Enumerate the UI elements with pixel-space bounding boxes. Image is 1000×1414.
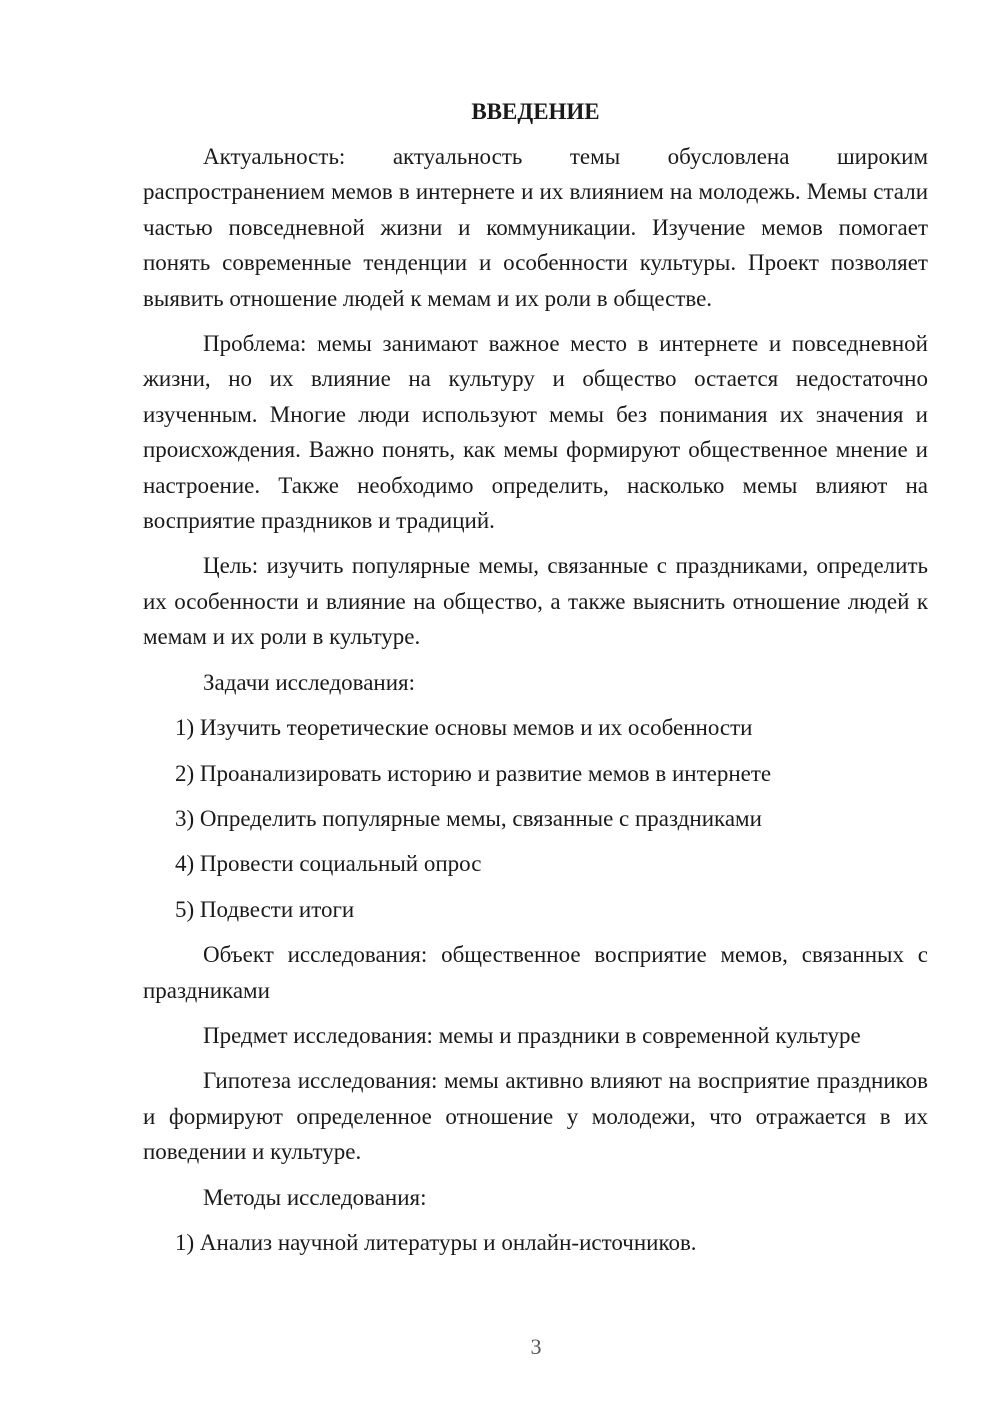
methods-heading: Методы исследования:	[203, 1184, 427, 1210]
tasks-list	[143, 710, 928, 927]
tasks-heading: Задачи исследования:	[203, 669, 416, 695]
relevance-paragraph: Актуальность: актуальность темы обусловлена широким распространением мемов в интернете и их влиянием на молодежь. Мемы стали частью повседневной жизни и коммуникации. Изучение мемов помогает понять современные тенденции и особенности культуры. Проект позволяет выявить отношение людей к мемам и их роли в обществе.	[143, 144, 928, 311]
methods-list	[143, 1225, 928, 1260]
list-item: 4) Провести социальный опрос	[175, 851, 482, 877]
list-item: 2) Проанализировать историю и развитие мемов в интернете	[175, 760, 772, 786]
list-item: 3) Определить популярные мемы, связанные с праздниками	[175, 805, 762, 831]
hypothesis-paragraph: Гипотеза исследования: мемы активно влияют на восприятие праздников и формируют определенное отношение у молодежи, что отражается в их поведении и культуре.	[143, 1068, 928, 1165]
list-item: 1) Анализ научной литературы и онлайн-источников.	[175, 1229, 697, 1255]
section-title: ВВЕДЕНИЕ	[471, 99, 600, 124]
subject-paragraph: Предмет исследования: мемы и праздники в современной культуре	[203, 1022, 861, 1048]
page-number: 3	[530, 1334, 542, 1359]
page-content	[143, 96, 928, 1270]
goal-paragraph: Цель: изучить популярные мемы, связанные с праздниками, определить их особенности и влияние на общество, а также выяснить отношение людей к мемам и их роли в культуре.	[143, 553, 928, 650]
object-paragraph: Объект исследования: общественное восприятие мемов, связанных с праздниками	[143, 942, 928, 1003]
list-item: 5) Подвести итоги	[175, 896, 355, 922]
list-item: 1) Изучить теоретические основы мемов и их особенности	[175, 715, 753, 741]
problem-paragraph: Проблема: мемы занимают важное место в интернете и повседневной жизни, но их влияние на культуру и общество остается недостаточно изученным. Многие люди используют мемы без понимания их значения и происхождения. Важно понять, как мемы формируют общественное мнение и настроение. Также необходимо определить, насколько мемы влияют на восприятие праздников и традиций.	[143, 331, 928, 534]
